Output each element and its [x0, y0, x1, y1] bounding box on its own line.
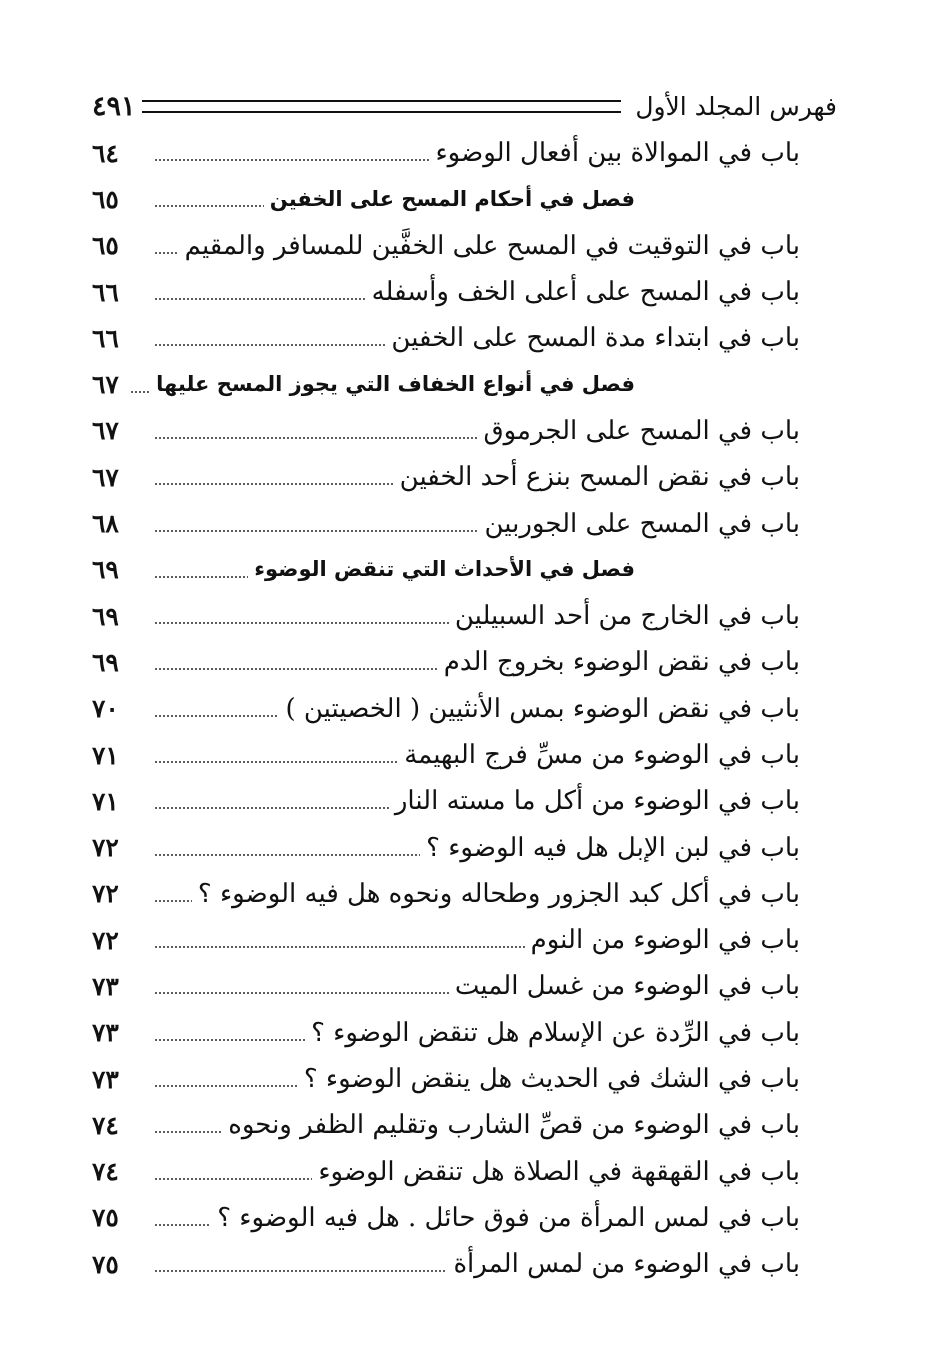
dot-leader: [154, 576, 248, 578]
toc-entry-row: [92, 1195, 800, 1241]
dot-leader: [154, 992, 449, 994]
dot-leader: [154, 1131, 222, 1133]
toc-entry-row: [92, 871, 800, 917]
toc-entry-row: [92, 454, 800, 500]
dot-leader: [154, 159, 429, 161]
toc-page-number: ٦٩: [92, 601, 119, 631]
dot-leader: [154, 1085, 298, 1087]
toc-section-title: فصل في الأحداث التي تنقض الوضوء: [254, 557, 635, 582]
dot-leader: [154, 344, 385, 346]
toc-page-number: ٧٢: [92, 879, 119, 909]
toc-entry-row: [92, 1010, 800, 1056]
toc-entry-title: باب في الوضوء من النوم: [530, 925, 800, 956]
toc-page-number: ٧٥: [92, 1249, 119, 1279]
toc-entry-title: باب في الوضوء من قصِّ الشارب وتقليم الظفر ونحوه: [228, 1110, 800, 1141]
dot-leader: [154, 1039, 305, 1041]
dot-leader: [154, 298, 366, 300]
toc-entry-row: [92, 686, 800, 732]
toc-entry-title: باب في الوضوء من أكل ما مسته النار: [394, 786, 800, 817]
toc-page-number: ٦٨: [92, 509, 119, 539]
header-title: فهرس المجلد الأول: [635, 91, 837, 121]
toc-entry-title: باب في لبن الإبل هل فيه الوضوء ؟: [426, 832, 800, 863]
toc-entry-row: [92, 408, 800, 454]
toc-page-number: ٦٥: [92, 184, 119, 214]
toc-page-number: ٧٣: [92, 971, 119, 1001]
toc-entry-title: باب في الوضوء من غسل الميت: [454, 971, 800, 1002]
dot-leader: [154, 854, 420, 856]
toc-entry-row: [92, 1241, 800, 1287]
toc-page-number: ٧٣: [92, 1018, 119, 1048]
toc-page-number: ٧٢: [92, 925, 119, 955]
toc-page-number: ٦٧: [92, 462, 119, 492]
toc-entry-title: باب في التوقيت في المسح على الخفَّين للمسافر والمقيم: [184, 230, 800, 261]
toc-section-row: [92, 176, 800, 222]
header-double-rule: [142, 100, 622, 113]
toc-page-number: ٦٦: [92, 277, 119, 307]
toc-page-number: ٧٠: [92, 694, 119, 724]
toc-page-number: ٦٩: [92, 555, 119, 585]
toc-entry-title: باب في الوضوء من مسِّ فرج البهيمة: [404, 740, 800, 770]
toc-page-number: ٧٢: [92, 833, 119, 863]
toc-entry-row: [92, 824, 800, 870]
running-header: [92, 86, 837, 126]
toc-page-number: ٦٧: [92, 370, 119, 400]
toc-page-number: ٦٥: [92, 231, 119, 261]
toc-section-row: [92, 361, 800, 407]
toc-page-number: ٧١: [92, 786, 119, 816]
toc-entry-title: باب في لمس المرأة من فوق حائل . هل فيه الوضوء ؟: [217, 1202, 800, 1233]
toc-page-number: ٦٦: [92, 323, 119, 353]
toc-entry-row: [92, 269, 800, 315]
toc-entry-row: [92, 1102, 800, 1148]
toc-page-number: ٧٤: [92, 1157, 119, 1187]
toc-page-number: ٦٧: [92, 416, 119, 446]
toc-page-number: ٧٣: [92, 1064, 119, 1094]
toc-entry-row: [92, 917, 800, 963]
dot-leader: [154, 252, 179, 254]
toc-entry-title: باب في المسح على أعلى الخف وأسفله: [371, 277, 800, 308]
toc-entry-title: باب في ابتداء مدة المسح على الخفين: [391, 323, 800, 354]
toc-entry-row: [92, 1149, 800, 1195]
dot-leader: [154, 668, 438, 670]
toc-entry-title: باب في الوضوء من لمس المرأة: [453, 1249, 800, 1280]
dot-leader: [154, 530, 478, 532]
toc-entry-title: باب في المسح على الجرموق: [483, 415, 800, 446]
toc-section-title: فصل في أحكام المسح على الخفين: [269, 186, 635, 211]
toc-entry-row: [92, 639, 800, 685]
toc-entry-title: باب في الموالاة بين أفعال الوضوء: [435, 138, 800, 169]
dot-leader: [154, 1224, 211, 1226]
toc-entry-row: [92, 593, 800, 639]
table-of-contents: [92, 130, 800, 1287]
toc-entry-title: باب في أكل كبد الجزور وطحاله ونحوه هل فيه الوضوء ؟: [197, 878, 800, 909]
dot-leader: [130, 391, 150, 393]
toc-entry-row: [92, 778, 800, 824]
toc-page-number: ٦٩: [92, 647, 119, 677]
dot-leader: [154, 946, 525, 948]
toc-entry-title: باب في الشك في الحديث هل ينقض الوضوء ؟: [303, 1064, 800, 1095]
toc-entry-title: باب في الرِّدة عن الإسلام هل تنقض الوضوء ؟: [311, 1017, 800, 1048]
dot-leader: [154, 622, 449, 624]
dot-leader: [154, 437, 477, 439]
toc-entry-title: باب في نقض الوضوء بمس الأنثيين ( الخصيتين ): [285, 693, 800, 724]
toc-entry-title: باب في نقض الوضوء بخروج الدم: [443, 647, 800, 678]
dot-leader: [154, 761, 398, 763]
toc-entry-row: [92, 223, 800, 269]
toc-entry-title: باب في الخارج من أحد السبيلين: [454, 601, 800, 632]
dot-leader: [154, 807, 389, 809]
toc-entry-row: [92, 500, 800, 546]
toc-page-number: ٧٥: [92, 1203, 119, 1233]
dot-leader: [154, 1178, 312, 1180]
toc-entry-row: [92, 1056, 800, 1102]
toc-entry-title: باب في المسح على الجوربين: [484, 508, 800, 539]
header-page-number: ٤٩١: [92, 90, 136, 122]
toc-page-number: ٦٤: [92, 138, 119, 168]
dot-leader: [154, 483, 394, 485]
toc-page-number: ٧١: [92, 740, 119, 770]
toc-entry-title: باب في نقض المسح بنزع أحد الخفين: [399, 462, 800, 493]
toc-section-title: فصل في أنواع الخفاف التي يجوز المسح عليها: [156, 372, 635, 397]
dot-leader: [154, 900, 192, 902]
toc-entry-row: [92, 732, 800, 778]
dot-leader: [154, 1270, 447, 1272]
toc-entry-row: [92, 315, 800, 361]
toc-entry-title: باب في القهقهة في الصلاة هل تنقض الوضوء: [318, 1156, 800, 1187]
toc-page-number: ٧٤: [92, 1110, 119, 1140]
dot-leader: [154, 715, 279, 717]
toc-entry-row: [92, 963, 800, 1009]
dot-leader: [154, 205, 264, 207]
toc-section-row: [92, 547, 800, 593]
toc-entry-row: [92, 130, 800, 176]
